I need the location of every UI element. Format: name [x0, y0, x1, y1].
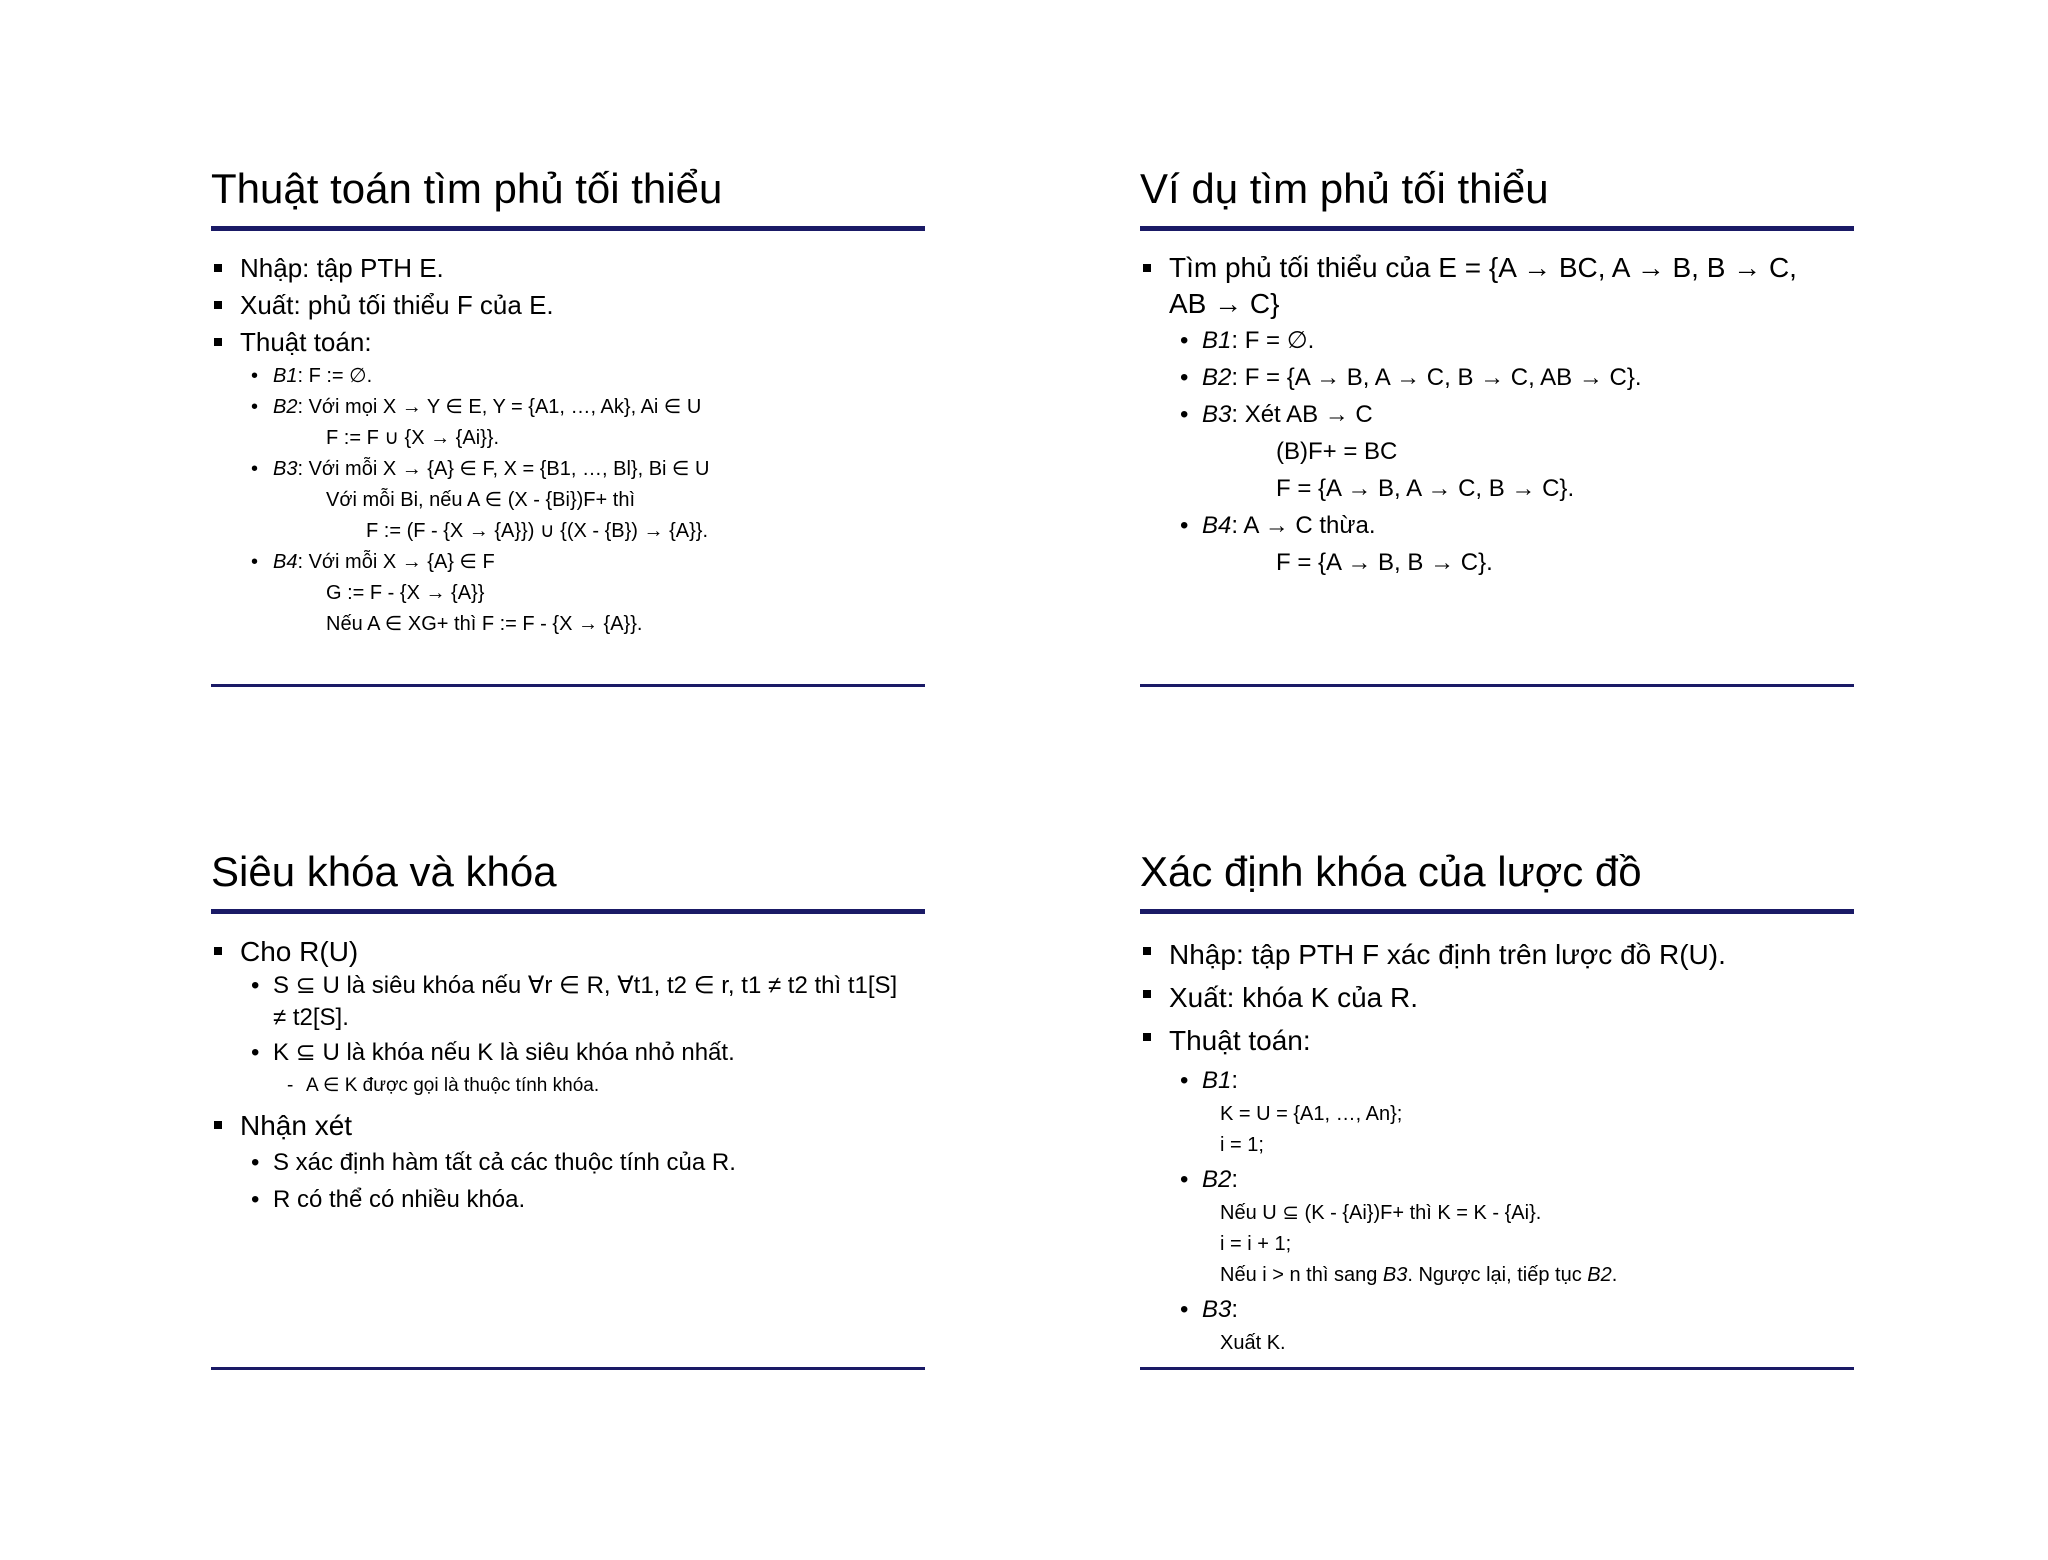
- step-label: B4: [1202, 512, 1232, 539]
- step-label: B4: [273, 551, 298, 573]
- definition-line: S ⊆ U là siêu khóa nếu ∀r ∈ R, ∀t1, t2 ∈ r, t1 ≠ t2 thì t1[S]: [273, 972, 898, 999]
- step-b3-line: F := (F - {X → {A}}) ∪ {(X - {B}) → {A}}.: [366, 520, 709, 542]
- slide-minimal-cover-example: [1140, 160, 1860, 680]
- title-rule: [211, 909, 925, 914]
- bullet-remarks: Nhận xét: [211, 1107, 925, 1144]
- slide-content: [211, 250, 925, 640]
- slide-superkey-key: [211, 843, 931, 1363]
- step-b3: [211, 454, 925, 485]
- bottom-rule: [1140, 684, 1854, 687]
- step-b3: [1140, 1291, 1854, 1328]
- step-b2: [211, 392, 925, 423]
- step-b4: [1140, 507, 1854, 544]
- slide-minimal-cover-algorithm: [211, 160, 931, 680]
- step-label: B2: [273, 396, 298, 418]
- step-b2-line: i = i + 1;: [1220, 1233, 1292, 1255]
- step-b1: [1140, 1062, 1854, 1099]
- superkey-definition: [211, 970, 925, 1034]
- step-text: : Với mọi X → Y ∈ E, Y = {A1, …, Ak}, Ai ∈ U: [297, 396, 702, 418]
- step-label: B2: [1202, 1166, 1232, 1193]
- bullet-output: Xuất: khóa K của R.: [1140, 976, 1854, 1019]
- title-rule: [1140, 909, 1854, 914]
- step-b3: [1140, 396, 1854, 433]
- step-b1: [1140, 322, 1854, 359]
- step-b1-line: K = U = {A1, …, An};: [1220, 1103, 1403, 1125]
- step-label: B2: [1202, 364, 1232, 391]
- step-b1: [211, 361, 925, 392]
- line-text: .: [1611, 1264, 1618, 1286]
- step-label: B1: [273, 365, 298, 387]
- step-b2: [1140, 359, 1854, 396]
- title-rule: [211, 226, 925, 231]
- step-b1-line: i = 1;: [1220, 1134, 1264, 1156]
- step-label: B3: [1202, 401, 1232, 428]
- slide-title: Thuật toán tìm phủ tối thiểu: [211, 165, 723, 212]
- task-line: AB → C}: [1169, 288, 1280, 319]
- step-text: : F = ∅.: [1231, 327, 1315, 354]
- step-text: : F = {A → B, A → C, B → C, AB → C}.: [1231, 364, 1642, 391]
- bullet-algorithm: Thuật toán:: [1140, 1019, 1854, 1062]
- step-label: B1: [1202, 327, 1232, 354]
- bottom-rule: [211, 1367, 925, 1370]
- step-label: B3: [1202, 1296, 1232, 1323]
- remark-item: • S xác định hàm tất cả các thuộc tính của R.: [211, 1144, 925, 1181]
- bullet-given: Cho R(U): [211, 933, 925, 970]
- line-text: . Ngược lại, tiếp tục: [1407, 1264, 1588, 1286]
- step-b3-line: Xuất K.: [1220, 1332, 1286, 1354]
- slide-title: Xác định khóa của lược đồ: [1140, 848, 1642, 895]
- step-b3-line: F = {A → B, A → C, B → C}.: [1276, 475, 1575, 502]
- step-text: : Xét AB → C: [1231, 401, 1373, 428]
- bullet-input: Nhập: tập PTH F xác định trên lược đồ R(U).: [1140, 933, 1854, 976]
- bullet-input: Nhập: tập PTH E.: [211, 250, 925, 287]
- key-definition: • K ⊆ U là khóa nếu K là siêu khóa nhỏ nhất.: [211, 1034, 925, 1071]
- slide-content: [211, 933, 925, 1218]
- step-text: :: [1231, 1067, 1239, 1094]
- step-text: :: [1231, 1296, 1239, 1323]
- step-ref: B3: [1382, 1264, 1408, 1286]
- bottom-rule: [1140, 1367, 1854, 1370]
- bottom-rule: [211, 684, 925, 687]
- slide-content: [1140, 933, 1854, 1359]
- step-b4-line: F = {A → B, B → C}.: [1276, 549, 1493, 576]
- step-b4: [211, 547, 925, 578]
- step-text: : A → C thừa.: [1231, 512, 1376, 539]
- title-rule: [1140, 226, 1854, 231]
- remark-item: • R có thể có nhiều khóa.: [211, 1181, 925, 1218]
- step-b4-line: G := F - {X → {A}}: [326, 582, 485, 604]
- line-text: Nếu i > n thì sang: [1220, 1264, 1383, 1286]
- step-b4-line: Nếu A ∈ XG+ thì F := F - {X → {A}}.: [326, 613, 643, 635]
- step-label: B3: [273, 458, 298, 480]
- key-attribute-note: - A ∈ K được gọi là thuộc tính khóa.: [211, 1071, 925, 1101]
- step-b2-line: F := F ∪ {X → {Ai}}.: [326, 427, 500, 449]
- slide-find-key: [1140, 843, 1860, 1363]
- bullet-output: Xuất: phủ tối thiểu F của E.: [211, 287, 925, 324]
- step-text: : F := ∅.: [297, 365, 373, 387]
- step-b2-line: Nếu U ⊆ (K - {Ai})F+ thì K = K - {Ai}.: [1220, 1202, 1542, 1224]
- step-label: B1: [1202, 1067, 1232, 1094]
- step-b3-line: Với mỗi Bi, nếu A ∈ (X - {Bi})F+ thì: [326, 489, 635, 511]
- slide-title: Siêu khóa và khóa: [211, 848, 557, 895]
- step-b2-line: [1140, 1260, 1854, 1291]
- bullet-algorithm: Thuật toán:: [211, 324, 925, 361]
- step-text: : Với mỗi X → {A} ∈ F, X = {B1, …, Bl}, Bi ∈ U: [297, 458, 710, 480]
- slide-content: [1140, 250, 1854, 581]
- step-ref: B2: [1587, 1264, 1612, 1286]
- slide-title: Ví dụ tìm phủ tối thiểu: [1140, 165, 1549, 212]
- task-line: Tìm phủ tối thiểu của E = {A → BC, A → B, B → C,: [1169, 252, 1797, 283]
- step-b3-line: (B)F+ = BC: [1276, 438, 1398, 465]
- bullet-task: [1140, 250, 1854, 322]
- step-text: : Với mỗi X → {A} ∈ F: [297, 551, 495, 573]
- step-text: :: [1231, 1166, 1239, 1193]
- step-b2: [1140, 1161, 1854, 1198]
- definition-line: ≠ t2[S].: [273, 1004, 349, 1031]
